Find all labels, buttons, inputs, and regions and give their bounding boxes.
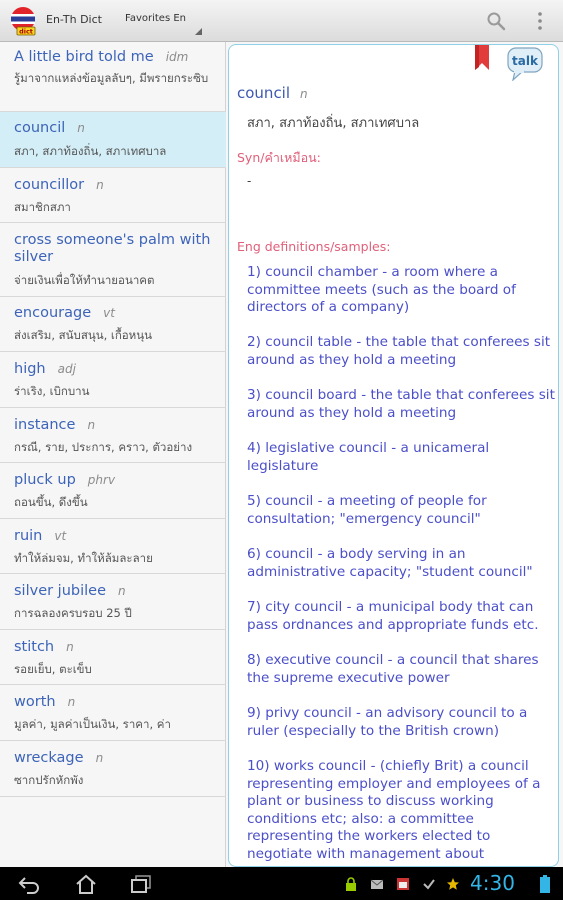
list-item[interactable]	[0, 574, 226, 630]
list-item[interactable]	[0, 42, 226, 112]
list-item-thai: ส่งเสริม, สนับสนุน, เกื้อหนุน	[14, 328, 152, 342]
battery-icon	[540, 875, 550, 893]
list-item-thai: ซากปรักหักพัง	[14, 773, 84, 787]
english-definitions-heading: Eng definitions/samples:	[237, 239, 391, 254]
bookmark-icon[interactable]	[473, 44, 491, 71]
list-item[interactable]	[0, 685, 226, 741]
list-item-word: encourage vt	[14, 305, 115, 321]
list-item-word: pluck up phrv	[14, 472, 116, 488]
definition-item: 3) council board - the table that conferees sit around as they hold a meeting	[247, 387, 555, 421]
synonym-heading: Syn/คำเหมือน:	[237, 150, 321, 165]
home-icon[interactable]	[75, 874, 97, 894]
list-item[interactable]	[0, 408, 226, 463]
definition-item: 9) privy council - an advisory council to a ruler (especially to the British crown)	[247, 705, 528, 739]
word-list	[0, 42, 226, 867]
search-icon[interactable]	[486, 11, 506, 31]
overflow-menu-icon[interactable]	[534, 11, 546, 31]
list-item-word: ruin vt	[14, 528, 67, 544]
definition-item: 1) council chamber - a room where a committee meets (such as the board of directors of a company)	[247, 264, 516, 315]
list-item[interactable]	[0, 223, 226, 297]
back-icon[interactable]	[18, 874, 40, 894]
synonym-value: -	[247, 174, 252, 188]
dropdown-arrow-icon	[195, 28, 202, 35]
list-item-word: silver jubilee n	[14, 583, 126, 599]
talk-speech-icon[interactable]	[507, 47, 543, 81]
clock: 4:30	[470, 871, 515, 895]
list-item-selected[interactable]	[0, 112, 226, 168]
list-item[interactable]	[0, 519, 226, 574]
headword: council n	[237, 84, 308, 102]
list-item-thai: ถอนขึ้น, ดึงขึ้น	[14, 495, 88, 509]
list-item-thai: กรณี, ราย, ประการ, คราว, ตัวอย่าง	[14, 440, 193, 454]
star-icon	[446, 877, 460, 891]
list-item[interactable]	[0, 352, 226, 408]
list-item-word: cross someone's palm with silver	[14, 232, 211, 265]
svg-text:dict: dict	[19, 27, 33, 36]
list-item-word: A little bird told me idm	[14, 49, 189, 65]
talk-label: talk	[512, 54, 538, 68]
definition-item: 8) executive council - a council that shares the supreme executive power	[247, 652, 539, 686]
list-item[interactable]	[0, 741, 226, 797]
dropdown-value: Favorites En	[125, 13, 187, 24]
system-navigation-bar	[0, 867, 563, 900]
list-item-word: councillor n	[14, 177, 104, 193]
list-item-word: high adj	[14, 361, 76, 377]
list-item-thai: ร่าเริง, เบิกบาน	[14, 384, 90, 398]
definition-item: 4) legislative council - a unicameral legislature	[247, 440, 490, 474]
list-item-thai: จ่ายเงินเพื่อให้ทำนายอนาคต	[14, 273, 155, 287]
list-item-thai: สภา, สภาท้องถิ่น, สภาเทศบาล	[14, 144, 167, 158]
list-item-word: wreckage n	[14, 750, 104, 766]
action-bar	[0, 0, 563, 42]
check-icon	[422, 877, 436, 891]
definition-item: 10) works council - (chiefly Brit) a council representing employer and employees of a plant or business to discuss working conditions etc; also: a committee representing the workers elected to negotiate with management about	[247, 758, 541, 862]
list-item[interactable]	[0, 463, 226, 519]
app-logo-icon[interactable]	[8, 5, 40, 37]
list-item-thai: รอยเย็บ, ตะเข็บ	[14, 662, 92, 676]
definition-item: 7) city council - a municipal body that can pass ordnances and appropriate funds etc.	[247, 599, 539, 633]
list-item-word: instance n	[14, 417, 96, 433]
definition-item: 6) council - a body serving in an administrative capacity; "student council"	[247, 546, 533, 580]
list-item-word: worth n	[14, 694, 76, 710]
mail-icon	[370, 877, 384, 891]
list-item-thai: ทำให้ล่มจม, ทำให้ล้มละลาย	[14, 551, 153, 565]
definition-item: 2) council table - the table that conferees sit around as they hold a meeting	[247, 334, 551, 368]
list-item[interactable]	[0, 630, 226, 685]
definition-item: 5) council - a meeting of people for consultation; "emergency council"	[247, 493, 487, 527]
list-item[interactable]	[0, 168, 226, 223]
list-filter-dropdown[interactable]	[120, 13, 204, 37]
list-item-word: council n	[14, 120, 85, 136]
list-item-thai: รู้มาจากแหล่งข้อมูลลับๆ, มีพรายกระซิบ	[14, 71, 209, 85]
headword-thai-meaning: สภา, สภาท้องถิ่น, สภาเทศบาล	[247, 116, 420, 131]
list-item-thai: การฉลองครบรอบ 25 ปี	[14, 606, 132, 620]
app-title: En-Th Dict	[46, 13, 102, 26]
list-item-thai: สมาชิกสภา	[14, 200, 71, 214]
recent-apps-icon[interactable]	[130, 874, 152, 894]
definition-panel[interactable]	[228, 44, 559, 867]
list-item-word: stitch n	[14, 639, 74, 655]
list-item-thai: มูลค่า, มูลค่าเป็นเงิน, ราคา, ค่า	[14, 717, 171, 731]
calendar-icon	[396, 877, 410, 891]
lock-icon	[344, 877, 358, 891]
list-item[interactable]	[0, 297, 226, 352]
